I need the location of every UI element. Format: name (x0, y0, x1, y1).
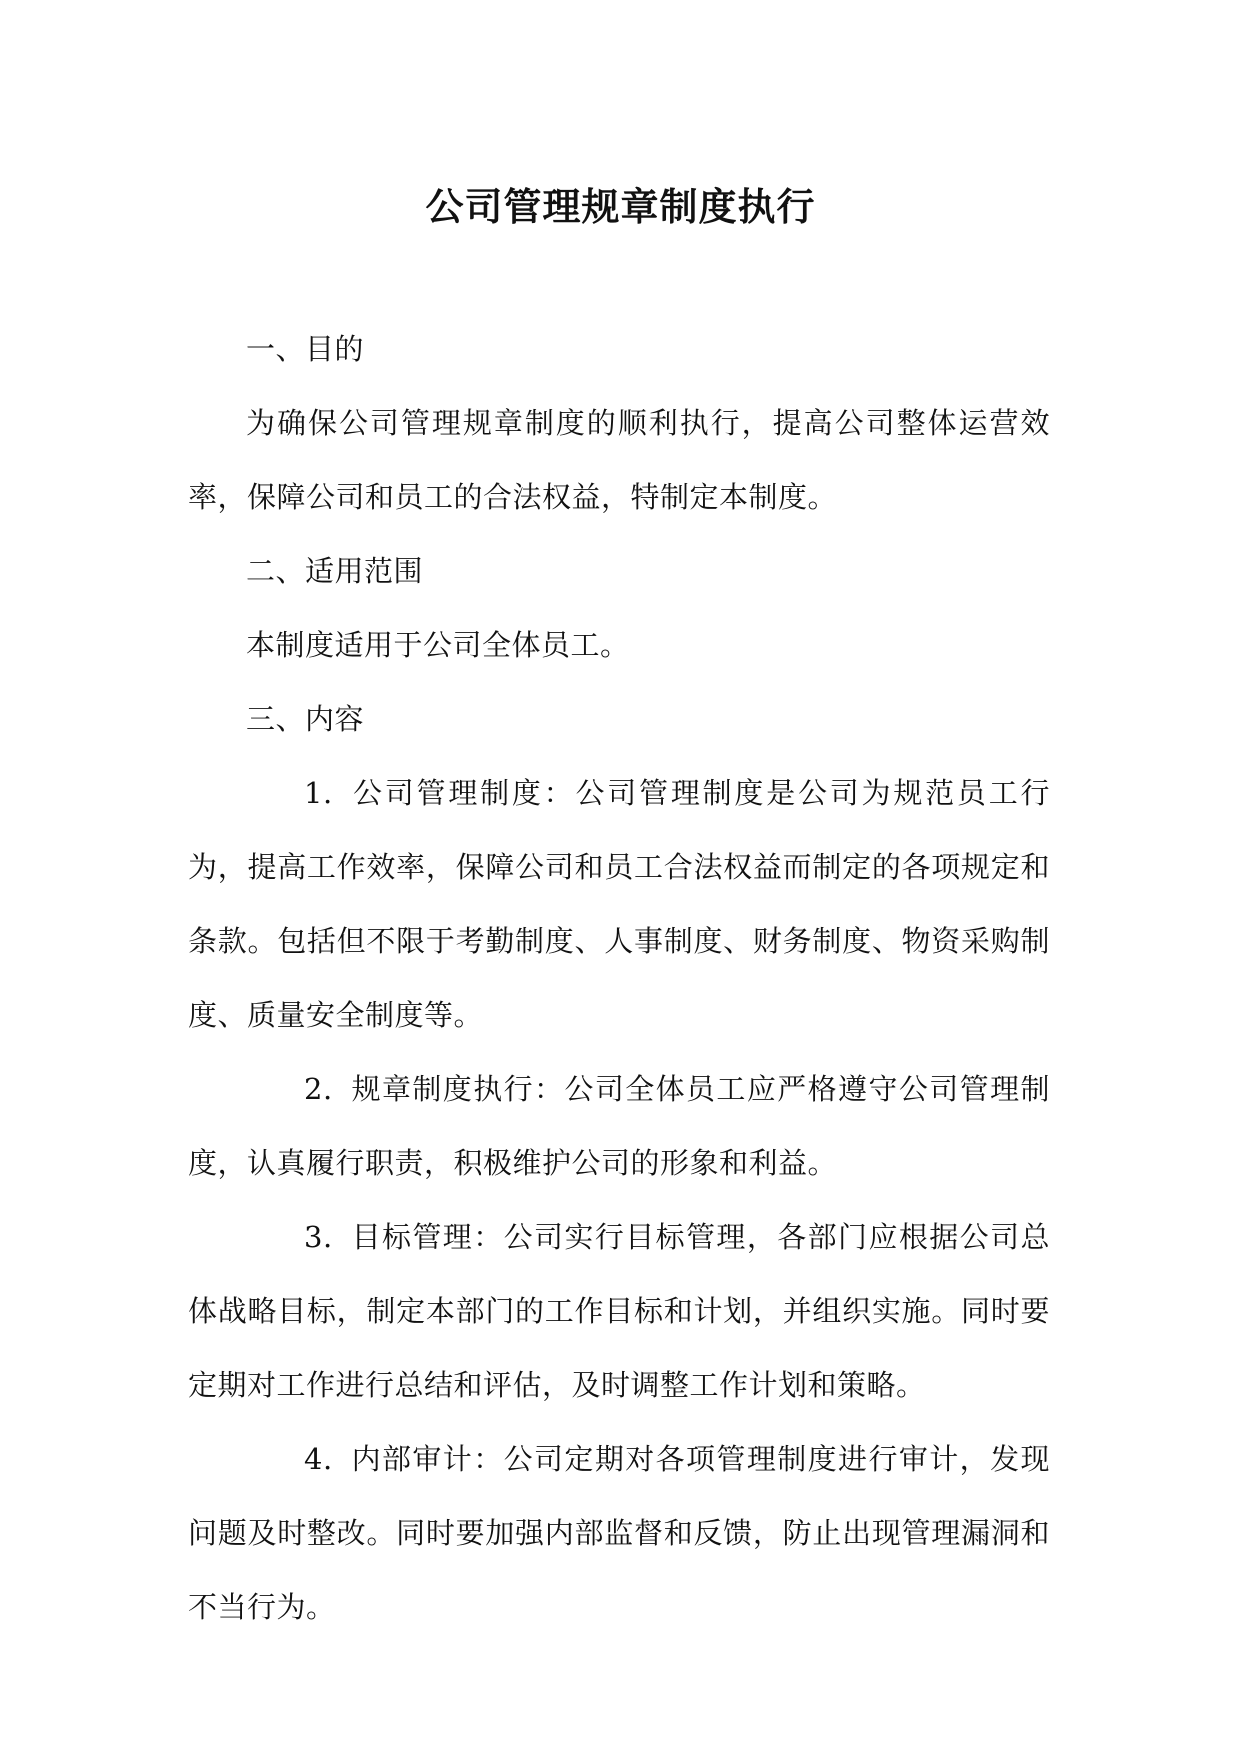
list-item-text: 内部审计：公司定期对各项管理制度进行审计，发现问题及时整改。同时要加强内部监督和反馈，防止出现管理漏洞和不当行为。 (188, 1442, 1050, 1624)
page-title: 公司管理规章制度执行 (425, 184, 816, 229)
list-item-number: 1. (304, 776, 333, 810)
list-item (188, 1422, 1050, 1644)
list-item-text: 目标管理：公司实行目标管理，各部门应根据公司总体战略目标，制定本部门的工作目标和计划，并组织实施。同时要定期对工作进行总结和评估，及时调整工作计划和策略。 (188, 1220, 1050, 1402)
paragraph-scope: 本制度适用于公司全体员工。 (246, 628, 630, 662)
list-item (188, 1200, 1050, 1422)
list-item (188, 756, 1050, 1052)
list-item-text: 规章制度执行：公司全体员工应严格遵守公司管理制度，认真履行职责，积极维护公司的形象和利益。 (188, 1072, 1050, 1180)
list-item-text: 公司管理制度：公司管理制度是公司为规范员工行为，提高工作效率，保障公司和员工合法权益而制定的各项规定和条款。包括但不限于考勤制度、人事制度、财务制度、物资采购制度、质量安全制度等。 (188, 776, 1050, 1032)
list-item-number: 2. (304, 1072, 333, 1106)
list-item-number: 3. (304, 1220, 333, 1254)
list-item (188, 1052, 1050, 1200)
section-heading-scope: 二、适用范围 (246, 554, 424, 588)
list-item-number: 4. (304, 1442, 333, 1476)
document-body (188, 312, 1050, 1644)
section-heading-purpose: 一、目的 (246, 332, 365, 366)
section-heading-content: 三、内容 (246, 702, 365, 736)
paragraph-purpose: 为确保公司管理规章制度的顺利执行，提高公司整体运营效率，保障公司和员工的合法权益，特制定本制度。 (188, 406, 1050, 514)
